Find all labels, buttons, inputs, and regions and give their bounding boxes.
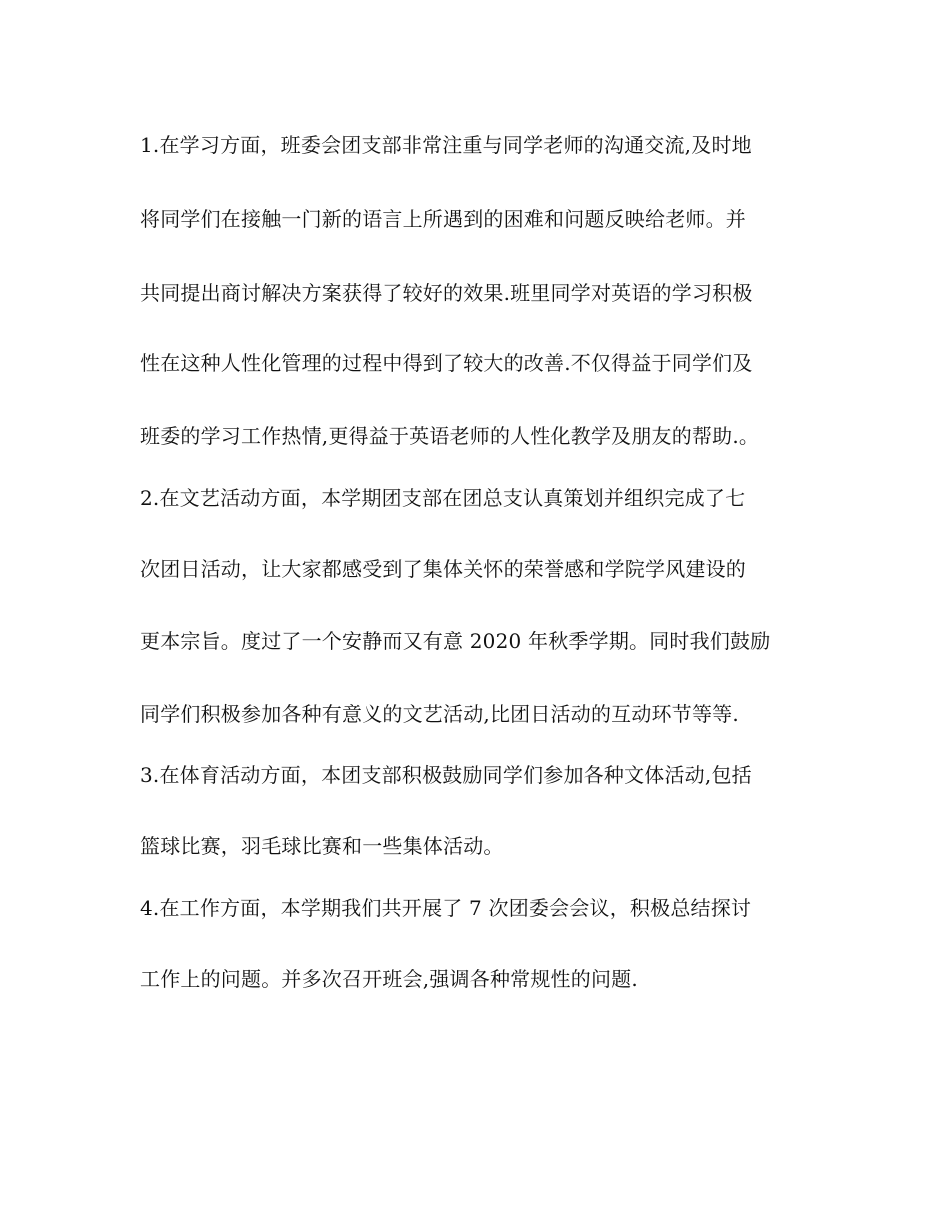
text-line-1: 1.在学习方面，班委会团支部非常注重与同学老师的沟通交流,及时地 (140, 133, 752, 157)
text-line-9: 同学们积极参加各种有意义的文艺活动,比团日活动的互动环节等等. (140, 702, 739, 726)
text-line-5: 班委的学习工作热情,更得益于英语老师的人性化教学及朋友的帮助.。 (140, 424, 760, 448)
text-line-10: 3.在体育活动方面，本团支部积极鼓励同学们参加各种文体活动,包括 (140, 763, 752, 787)
text-line-3: 共同提出商讨解决方案获得了较好的效果.班里同学对英语的学习积极 (140, 281, 753, 305)
text-line-13: 工作上的问题。并多次召开班会,强调各种常规性的问题. (140, 967, 638, 991)
text-line-7: 次团日活动，让大家都感受到了集体关怀的荣誉感和学院学风建设的 (140, 557, 746, 581)
text-line-6: 2.在文艺活动方面，本学期团支部在团总支认真策划并组织完成了七 (140, 486, 746, 510)
text-line-12: 4.在工作方面，本学期我们共开展了 7 次团委会会议，积极总结探讨 (140, 896, 752, 920)
text-line-11: 篮球比赛，羽毛球比赛和一些集体活动。 (140, 834, 504, 858)
text-line-4: 性在这种人性化管理的过程中得到了较大的改善.不仅得益于同学们及 (140, 351, 753, 375)
text-line-8: 更本宗旨。度过了一个安静而又有意 2020 年秋季学期。同时我们鼓励 (140, 629, 771, 653)
text-line-2: 将同学们在接触一门新的语言上所遇到的困难和问题反映给老师。并 (140, 207, 746, 231)
